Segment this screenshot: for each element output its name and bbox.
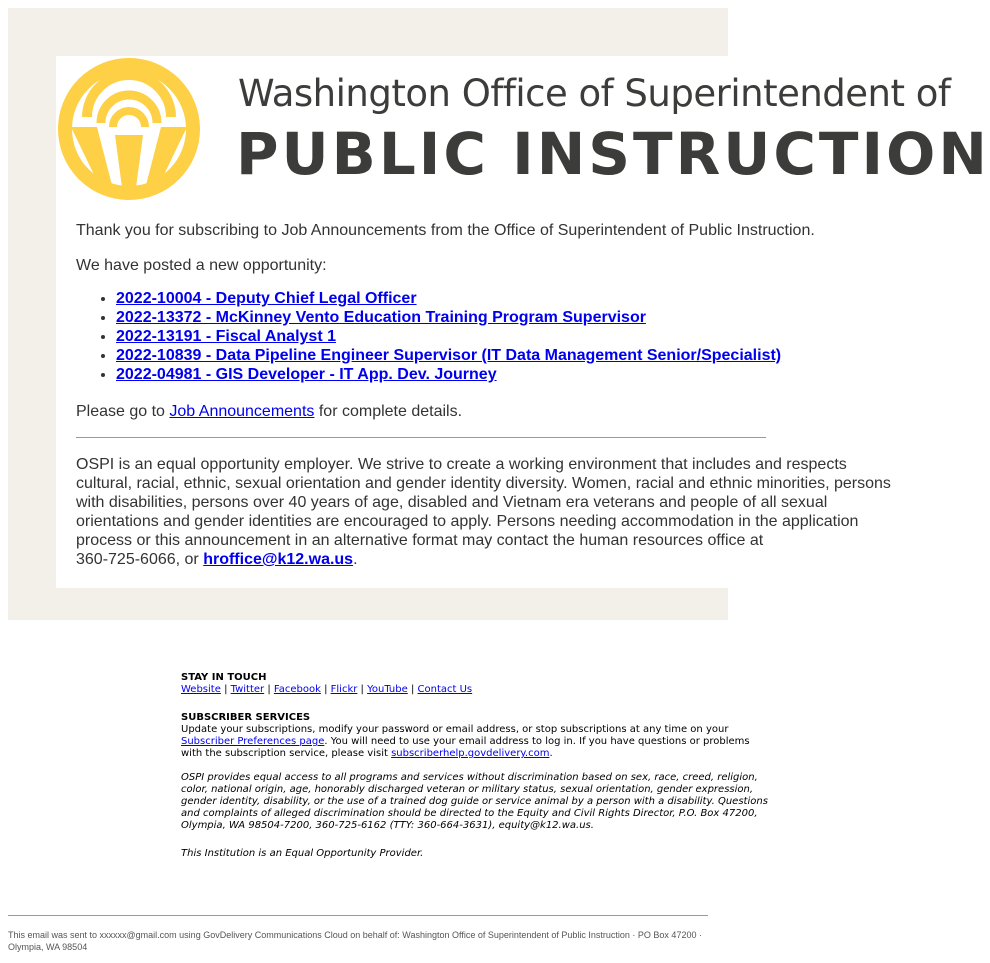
- eeo-period: .: [353, 551, 358, 568]
- delivery-notice: [8, 929, 708, 953]
- job-link[interactable]: 2022-13372 - McKinney Vento Education Training Program Supervisor: [116, 309, 646, 326]
- eeo-line: cultural, racial, ethnic, sexual orientation and gender identity diversity. Women, racial and ethnic minorities, persons: [76, 475, 891, 492]
- list-item: [116, 327, 781, 346]
- job-list: [76, 289, 781, 384]
- email-card: [56, 56, 990, 588]
- footer: [181, 672, 768, 860]
- details-prefix: Please go to: [76, 403, 170, 420]
- stay-in-touch-heading: STAY IN TOUCH: [181, 672, 267, 683]
- eeo-statement: [76, 455, 891, 569]
- header-banner: [56, 56, 990, 206]
- details-suffix: for complete details.: [314, 403, 463, 420]
- delivery-line: Olympia, WA 98504: [8, 942, 88, 952]
- facebook-link[interactable]: Facebook: [273, 684, 321, 695]
- subscriber-services-heading: SUBSCRIBER SERVICES: [181, 712, 311, 723]
- eeo-phone: 360-725-6066, or: [76, 551, 204, 568]
- posted-text: We have posted a new opportunity:: [76, 257, 327, 274]
- equal-access-line: OSPI provides equal access to all programs and services without discrimination based on sex, race, creed, religion,: [181, 772, 758, 783]
- equal-access-line: gender identity, disability, or the use of a trained dog guide or service animal by a person with a disability. Questions: [181, 796, 768, 807]
- contact-us-link[interactable]: Contact Us: [417, 684, 473, 695]
- subscriber-line-text: with the subscription service, please visit: [181, 748, 392, 759]
- email-background: [8, 8, 990, 620]
- separator: |: [224, 684, 228, 695]
- job-link[interactable]: 2022-10839 - Data Pipeline Engineer Supervisor (IT Data Management Senior/Specialist): [116, 347, 782, 364]
- eeo-line: orientations and gender identities are encouraged to apply. Persons needing accommodation in the application: [76, 513, 859, 530]
- separator: |: [410, 684, 415, 695]
- subscriber-line: [181, 736, 750, 748]
- subscriber-preferences-link[interactable]: Subscriber Preferences page: [181, 736, 325, 747]
- job-link[interactable]: 2022-04981 - GIS Developer - IT App. Dev. Journey: [116, 366, 497, 383]
- eeo-line: process or this announcement in an alternative format may contact the human resources office at: [76, 532, 764, 549]
- social-links: [181, 684, 741, 696]
- equal-access-line: and complaints of alleged discrimination should be directed to the Equity and Civil Rights Director, P.O. Box 47200,: [181, 808, 758, 819]
- separator: |: [267, 684, 271, 695]
- institution-statement: This Institution is an Equal Opportunity Provider.: [181, 848, 424, 859]
- separator: |: [360, 684, 364, 695]
- subscriber-help-link[interactable]: subscriberhelp.govdelivery.com: [391, 748, 550, 759]
- org-name-line2: PUBLIC INSTRUCTION: [236, 120, 990, 188]
- list-item: [116, 289, 781, 308]
- job-announcements-link[interactable]: Job Announcements: [169, 403, 315, 420]
- eeo-line: OSPI is an equal opportunity employer. We strive to create a working environment that includes and respects: [76, 456, 847, 473]
- separator: |: [324, 684, 328, 695]
- subscriber-line-text: .: [549, 748, 553, 759]
- details-text: [76, 402, 462, 421]
- youtube-link[interactable]: YouTube: [367, 684, 408, 695]
- ospi-logo-icon: [57, 57, 201, 201]
- equal-access-line: Olympia, WA 98504-7200, 360-725-6162 (TTY: 360-664-3631), equity@k12.wa.us.: [181, 820, 594, 831]
- subscriber-line: [181, 748, 741, 760]
- list-item: [116, 346, 781, 365]
- eeo-line: [76, 550, 776, 569]
- hr-email-link[interactable]: hroffice@k12.wa.us: [203, 551, 354, 568]
- list-item: [116, 308, 781, 327]
- divider: [76, 437, 766, 438]
- job-link[interactable]: 2022-10004 - Deputy Chief Legal Officer: [116, 290, 417, 307]
- eeo-line: with disabilities, persons over 40 years of age, disabled and Vietnam era veterans and people of all sexual: [76, 494, 828, 511]
- website-link[interactable]: Website: [181, 684, 221, 695]
- twitter-link[interactable]: Twitter: [230, 684, 265, 695]
- bottom-divider: [8, 915, 708, 916]
- subscriber-line-text: . You will need to use your email address to log in. If you have questions or problems: [324, 736, 750, 747]
- list-item: [116, 365, 781, 384]
- org-name-line1: Washington Office of Superintendent of: [238, 72, 951, 115]
- flickr-link[interactable]: Flickr: [330, 684, 358, 695]
- equal-access-line: color, national origin, age, honorably discharged veteran or military status, sexual orientation, gender expression,: [181, 784, 754, 795]
- subscriber-line: Update your subscriptions, modify your password or email address, or stop subscriptions at any time on your: [181, 724, 729, 735]
- intro-text: Thank you for subscribing to Job Announcements from the Office of Superintendent of Public Instruction.: [76, 222, 815, 239]
- job-link[interactable]: 2022-13191 - Fiscal Analyst 1: [116, 328, 336, 345]
- delivery-line: This email was sent to xxxxxx@gmail.com using GovDelivery Communications Cloud on behalf of: Washington Office of Superintendent of Public Instruction · PO Box 47200 ·: [8, 930, 702, 940]
